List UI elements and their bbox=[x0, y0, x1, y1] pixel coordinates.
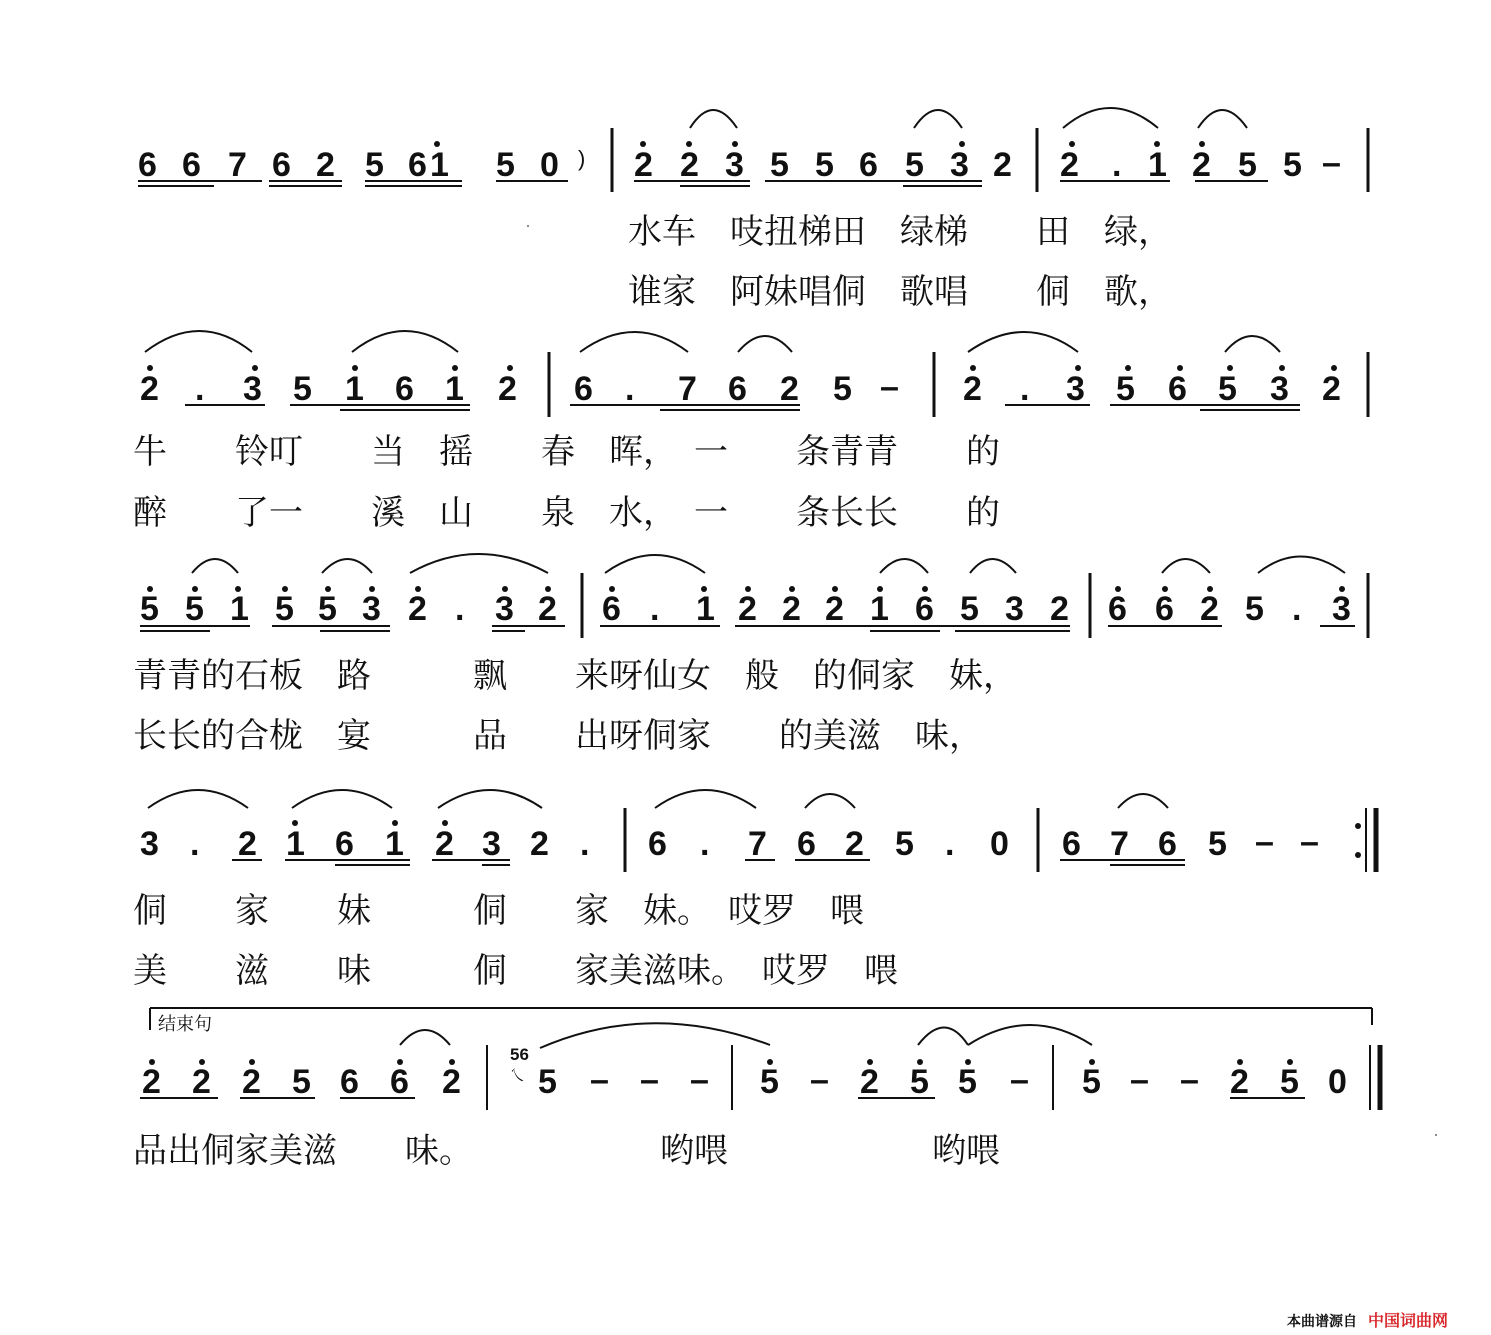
svg-text:.: . bbox=[945, 825, 955, 863]
score-line-1 bbox=[138, 108, 1368, 312]
svg-text:5: 5 bbox=[1245, 590, 1264, 628]
svg-text:2: 2 bbox=[680, 146, 699, 184]
svg-text:1: 1 bbox=[230, 590, 249, 628]
svg-text:5: 5 bbox=[833, 370, 852, 408]
svg-text:2: 2 bbox=[860, 1063, 879, 1101]
svg-text:.: . bbox=[700, 825, 710, 863]
svg-text:2: 2 bbox=[845, 825, 864, 863]
svg-text:6: 6 bbox=[1158, 825, 1177, 863]
svg-text:5: 5 bbox=[1208, 825, 1227, 863]
svg-text:1: 1 bbox=[696, 590, 715, 628]
svg-text:5: 5 bbox=[293, 370, 312, 408]
svg-text:0: 0 bbox=[1328, 1063, 1347, 1101]
svg-text:5: 5 bbox=[292, 1063, 311, 1101]
svg-text:.: . bbox=[455, 590, 465, 628]
line2-notes bbox=[140, 368, 1341, 408]
svg-text:2: 2 bbox=[1322, 370, 1341, 408]
svg-text:5: 5 bbox=[1116, 370, 1135, 408]
svg-text:2: 2 bbox=[498, 370, 517, 408]
svg-text:2: 2 bbox=[142, 1063, 161, 1101]
svg-text:2: 2 bbox=[242, 1063, 261, 1101]
svg-text:3: 3 bbox=[1005, 590, 1024, 628]
svg-text:–: – bbox=[1322, 144, 1341, 182]
svg-text:6: 6 bbox=[859, 146, 878, 184]
svg-text:2: 2 bbox=[435, 825, 454, 863]
svg-text:.: . bbox=[650, 590, 660, 628]
svg-text:5: 5 bbox=[910, 1063, 929, 1101]
svg-text:2: 2 bbox=[238, 825, 257, 863]
svg-text:7: 7 bbox=[228, 146, 247, 184]
svg-text:2: 2 bbox=[1192, 146, 1211, 184]
svg-text:2: 2 bbox=[634, 146, 653, 184]
svg-text:5: 5 bbox=[538, 1063, 557, 1101]
line1-lyrics-verse2: 谁家 阿妹唱侗 歌唱 侗 歌， bbox=[628, 272, 1172, 312]
svg-text:2: 2 bbox=[192, 1063, 211, 1101]
svg-text:6: 6 bbox=[1168, 370, 1187, 408]
footer-site-name[interactable]: 中国词曲网 bbox=[1368, 1311, 1449, 1330]
svg-text:–: – bbox=[880, 368, 899, 406]
svg-text:3: 3 bbox=[140, 825, 159, 863]
svg-text:3: 3 bbox=[950, 146, 969, 184]
svg-text:5: 5 bbox=[1238, 146, 1257, 184]
svg-text:6: 6 bbox=[272, 146, 291, 184]
svg-text:5: 5 bbox=[365, 146, 384, 184]
svg-text:.: . bbox=[580, 825, 590, 863]
svg-text:5: 5 bbox=[958, 1063, 977, 1101]
svg-text:1: 1 bbox=[1148, 146, 1167, 184]
line4-lyrics-verse2: 美 滋 味 侗 家美滋味。 哎罗 喂 bbox=[133, 951, 898, 991]
svg-text:–: – bbox=[1255, 823, 1274, 861]
svg-text:2: 2 bbox=[993, 146, 1012, 184]
svg-text:7: 7 bbox=[678, 370, 697, 408]
svg-text:2: 2 bbox=[140, 370, 159, 408]
svg-text:5: 5 bbox=[770, 146, 789, 184]
svg-text:2: 2 bbox=[1050, 590, 1069, 628]
svg-text:–: – bbox=[640, 1061, 659, 1099]
svg-text:6: 6 bbox=[797, 825, 816, 863]
svg-text:2: 2 bbox=[963, 370, 982, 408]
svg-text:6: 6 bbox=[182, 146, 201, 184]
svg-text:6: 6 bbox=[395, 370, 414, 408]
coda-label: 结束句 bbox=[158, 1014, 212, 1035]
svg-text:6: 6 bbox=[1155, 590, 1174, 628]
svg-text:1: 1 bbox=[445, 370, 464, 408]
svg-text:7: 7 bbox=[1110, 825, 1129, 863]
svg-text:3: 3 bbox=[725, 146, 744, 184]
svg-text:5: 5 bbox=[895, 825, 914, 863]
svg-text:6: 6 bbox=[915, 590, 934, 628]
svg-text:1: 1 bbox=[286, 825, 305, 863]
svg-text:–: – bbox=[810, 1061, 829, 1099]
svg-text:–: – bbox=[690, 1061, 709, 1099]
svg-text:6: 6 bbox=[390, 1063, 409, 1101]
svg-text:3: 3 bbox=[243, 370, 262, 408]
svg-text:6: 6 bbox=[408, 146, 427, 184]
line4-notes bbox=[140, 823, 1319, 863]
svg-text:6: 6 bbox=[138, 146, 157, 184]
line3-notes bbox=[140, 590, 1351, 628]
svg-text:6: 6 bbox=[340, 1063, 359, 1101]
svg-text:6: 6 bbox=[1062, 825, 1081, 863]
svg-text:5: 5 bbox=[496, 146, 515, 184]
svg-text:–: – bbox=[1300, 823, 1319, 861]
svg-text:5: 5 bbox=[140, 590, 159, 628]
svg-text:2: 2 bbox=[1200, 590, 1219, 628]
svg-text:2: 2 bbox=[538, 590, 557, 628]
svg-text:6: 6 bbox=[728, 370, 747, 408]
line3-lyrics-verse1: 青青的石板 路 飘 来呀仙女 般 的侗家 妹， bbox=[133, 656, 1017, 696]
footer-prefix: 本曲谱源自 bbox=[1287, 1314, 1357, 1330]
svg-text:2: 2 bbox=[316, 146, 335, 184]
svg-text:3: 3 bbox=[1332, 590, 1351, 628]
svg-text:): ) bbox=[578, 146, 586, 171]
line1-notes bbox=[138, 144, 1341, 184]
svg-text:–: – bbox=[590, 1061, 609, 1099]
svg-text:3: 3 bbox=[495, 590, 514, 628]
svg-text:6: 6 bbox=[574, 370, 593, 408]
svg-text:5: 5 bbox=[1082, 1063, 1101, 1101]
svg-text:3: 3 bbox=[1066, 370, 1085, 408]
svg-text:2: 2 bbox=[530, 825, 549, 863]
score-line-3 bbox=[133, 554, 1368, 756]
svg-text:3: 3 bbox=[482, 825, 501, 863]
line5-notes bbox=[142, 1061, 1347, 1101]
svg-text:2: 2 bbox=[442, 1063, 461, 1101]
svg-text:5: 5 bbox=[960, 590, 979, 628]
line1-lyrics-verse1: 水车 吱扭梯田 绿梯 田 绿， bbox=[628, 212, 1172, 252]
svg-text:5: 5 bbox=[1283, 146, 1302, 184]
svg-text:5: 5 bbox=[905, 146, 924, 184]
svg-text:–: – bbox=[1130, 1061, 1149, 1099]
svg-text:乀: 乀 bbox=[510, 1068, 524, 1084]
svg-text:.: . bbox=[190, 825, 200, 863]
svg-text:–: – bbox=[1010, 1061, 1029, 1099]
svg-text:7: 7 bbox=[748, 825, 767, 863]
svg-text:3: 3 bbox=[1270, 370, 1289, 408]
svg-text:2: 2 bbox=[1060, 146, 1079, 184]
svg-text:6: 6 bbox=[648, 825, 667, 863]
line3-lyrics-verse2: 长长的合栊 宴 品 出呀侗家 的美滋 味， bbox=[133, 716, 983, 756]
svg-text:–: – bbox=[1180, 1061, 1199, 1099]
line2-lyrics-verse1: 牛 铃叮 当 摇 春 晖， 一 条青青 的 bbox=[133, 432, 1000, 472]
svg-text:5: 5 bbox=[318, 590, 337, 628]
svg-text:6: 6 bbox=[602, 590, 621, 628]
svg-text:2: 2 bbox=[825, 590, 844, 628]
svg-text:5: 5 bbox=[185, 590, 204, 628]
svg-text:5: 5 bbox=[760, 1063, 779, 1101]
svg-text:.: . bbox=[625, 370, 635, 408]
score-line-5 bbox=[133, 1008, 1380, 1171]
line2-lyrics-verse2: 醉 了一 溪 山 泉 水， 一 条长长 的 bbox=[133, 493, 1000, 533]
svg-text:.: . bbox=[1112, 146, 1122, 184]
svg-text:.: . bbox=[1292, 590, 1302, 628]
svg-text:3: 3 bbox=[362, 590, 381, 628]
svg-text:1: 1 bbox=[345, 370, 364, 408]
line5-lyrics: 品出侗家美滋 味。 哟喂 哟喂 bbox=[133, 1131, 1000, 1171]
svg-text:0: 0 bbox=[990, 825, 1009, 863]
score-line-2 bbox=[133, 331, 1368, 533]
svg-text:5: 5 bbox=[1218, 370, 1237, 408]
svg-text:.: . bbox=[1020, 370, 1030, 408]
svg-text:2: 2 bbox=[782, 590, 801, 628]
grace-notes: 56 bbox=[510, 1045, 529, 1064]
svg-text:5: 5 bbox=[275, 590, 294, 628]
svg-text:5: 5 bbox=[1280, 1063, 1299, 1101]
svg-text:1: 1 bbox=[385, 825, 404, 863]
svg-text:0: 0 bbox=[540, 146, 559, 184]
svg-text:5: 5 bbox=[815, 146, 834, 184]
svg-text:1: 1 bbox=[870, 590, 889, 628]
svg-text:6: 6 bbox=[1108, 590, 1127, 628]
svg-text:6: 6 bbox=[335, 825, 354, 863]
svg-text:1: 1 bbox=[430, 146, 449, 184]
score-line-4 bbox=[133, 790, 1376, 991]
svg-text:2: 2 bbox=[738, 590, 757, 628]
line4-lyrics-verse1: 侗 家 妹 侗 家 妹。 哎罗 喂 bbox=[133, 891, 864, 931]
svg-text:2: 2 bbox=[408, 590, 427, 628]
svg-text:2: 2 bbox=[1230, 1063, 1249, 1101]
svg-text:.: . bbox=[195, 370, 205, 408]
svg-text:2: 2 bbox=[780, 370, 799, 408]
